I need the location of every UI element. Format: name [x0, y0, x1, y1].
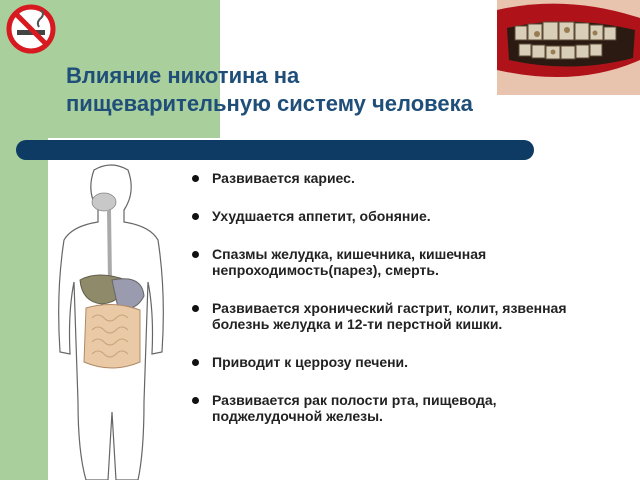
bullet-item — [190, 392, 590, 424]
bullet-dot — [192, 359, 199, 366]
bullet-dot — [192, 175, 199, 182]
bullet-item — [190, 170, 590, 186]
bullet-dot — [192, 397, 199, 404]
bullet-dot — [192, 305, 199, 312]
bullet-item — [190, 354, 590, 370]
title-divider — [16, 140, 534, 160]
no-smoking-icon — [6, 4, 56, 54]
bullet-item — [190, 246, 590, 278]
bullet-text: Развивается кариес. — [212, 170, 355, 186]
bullet-text: Спазмы желудка, кишечника, кишечная непроходимость(парез), смерть. — [212, 246, 487, 278]
bullet-dot — [192, 251, 199, 258]
bullet-text: Приводит к церрозу печени. — [212, 354, 409, 370]
bullet-text: Ухудшается аппетит, обоняние. — [212, 208, 431, 224]
mouth-photo — [497, 0, 640, 95]
bullet-item — [190, 300, 590, 332]
bullet-dot — [192, 213, 199, 220]
accent-band-left — [0, 138, 48, 480]
slide-title: Влияние никотина на пищеварительную систему человека — [66, 63, 473, 116]
bullet-text: Развивается рак полости рта, пищевода, поджелудочной железы. — [212, 392, 497, 424]
digestive-system-illustration — [52, 162, 170, 480]
bullet-text: Развивается хронический гастрит, колит, язвенная болезнь желудка и 12-ти перстной кишки. — [212, 300, 567, 332]
bullet-list — [190, 170, 590, 424]
bullet-item — [190, 208, 590, 224]
